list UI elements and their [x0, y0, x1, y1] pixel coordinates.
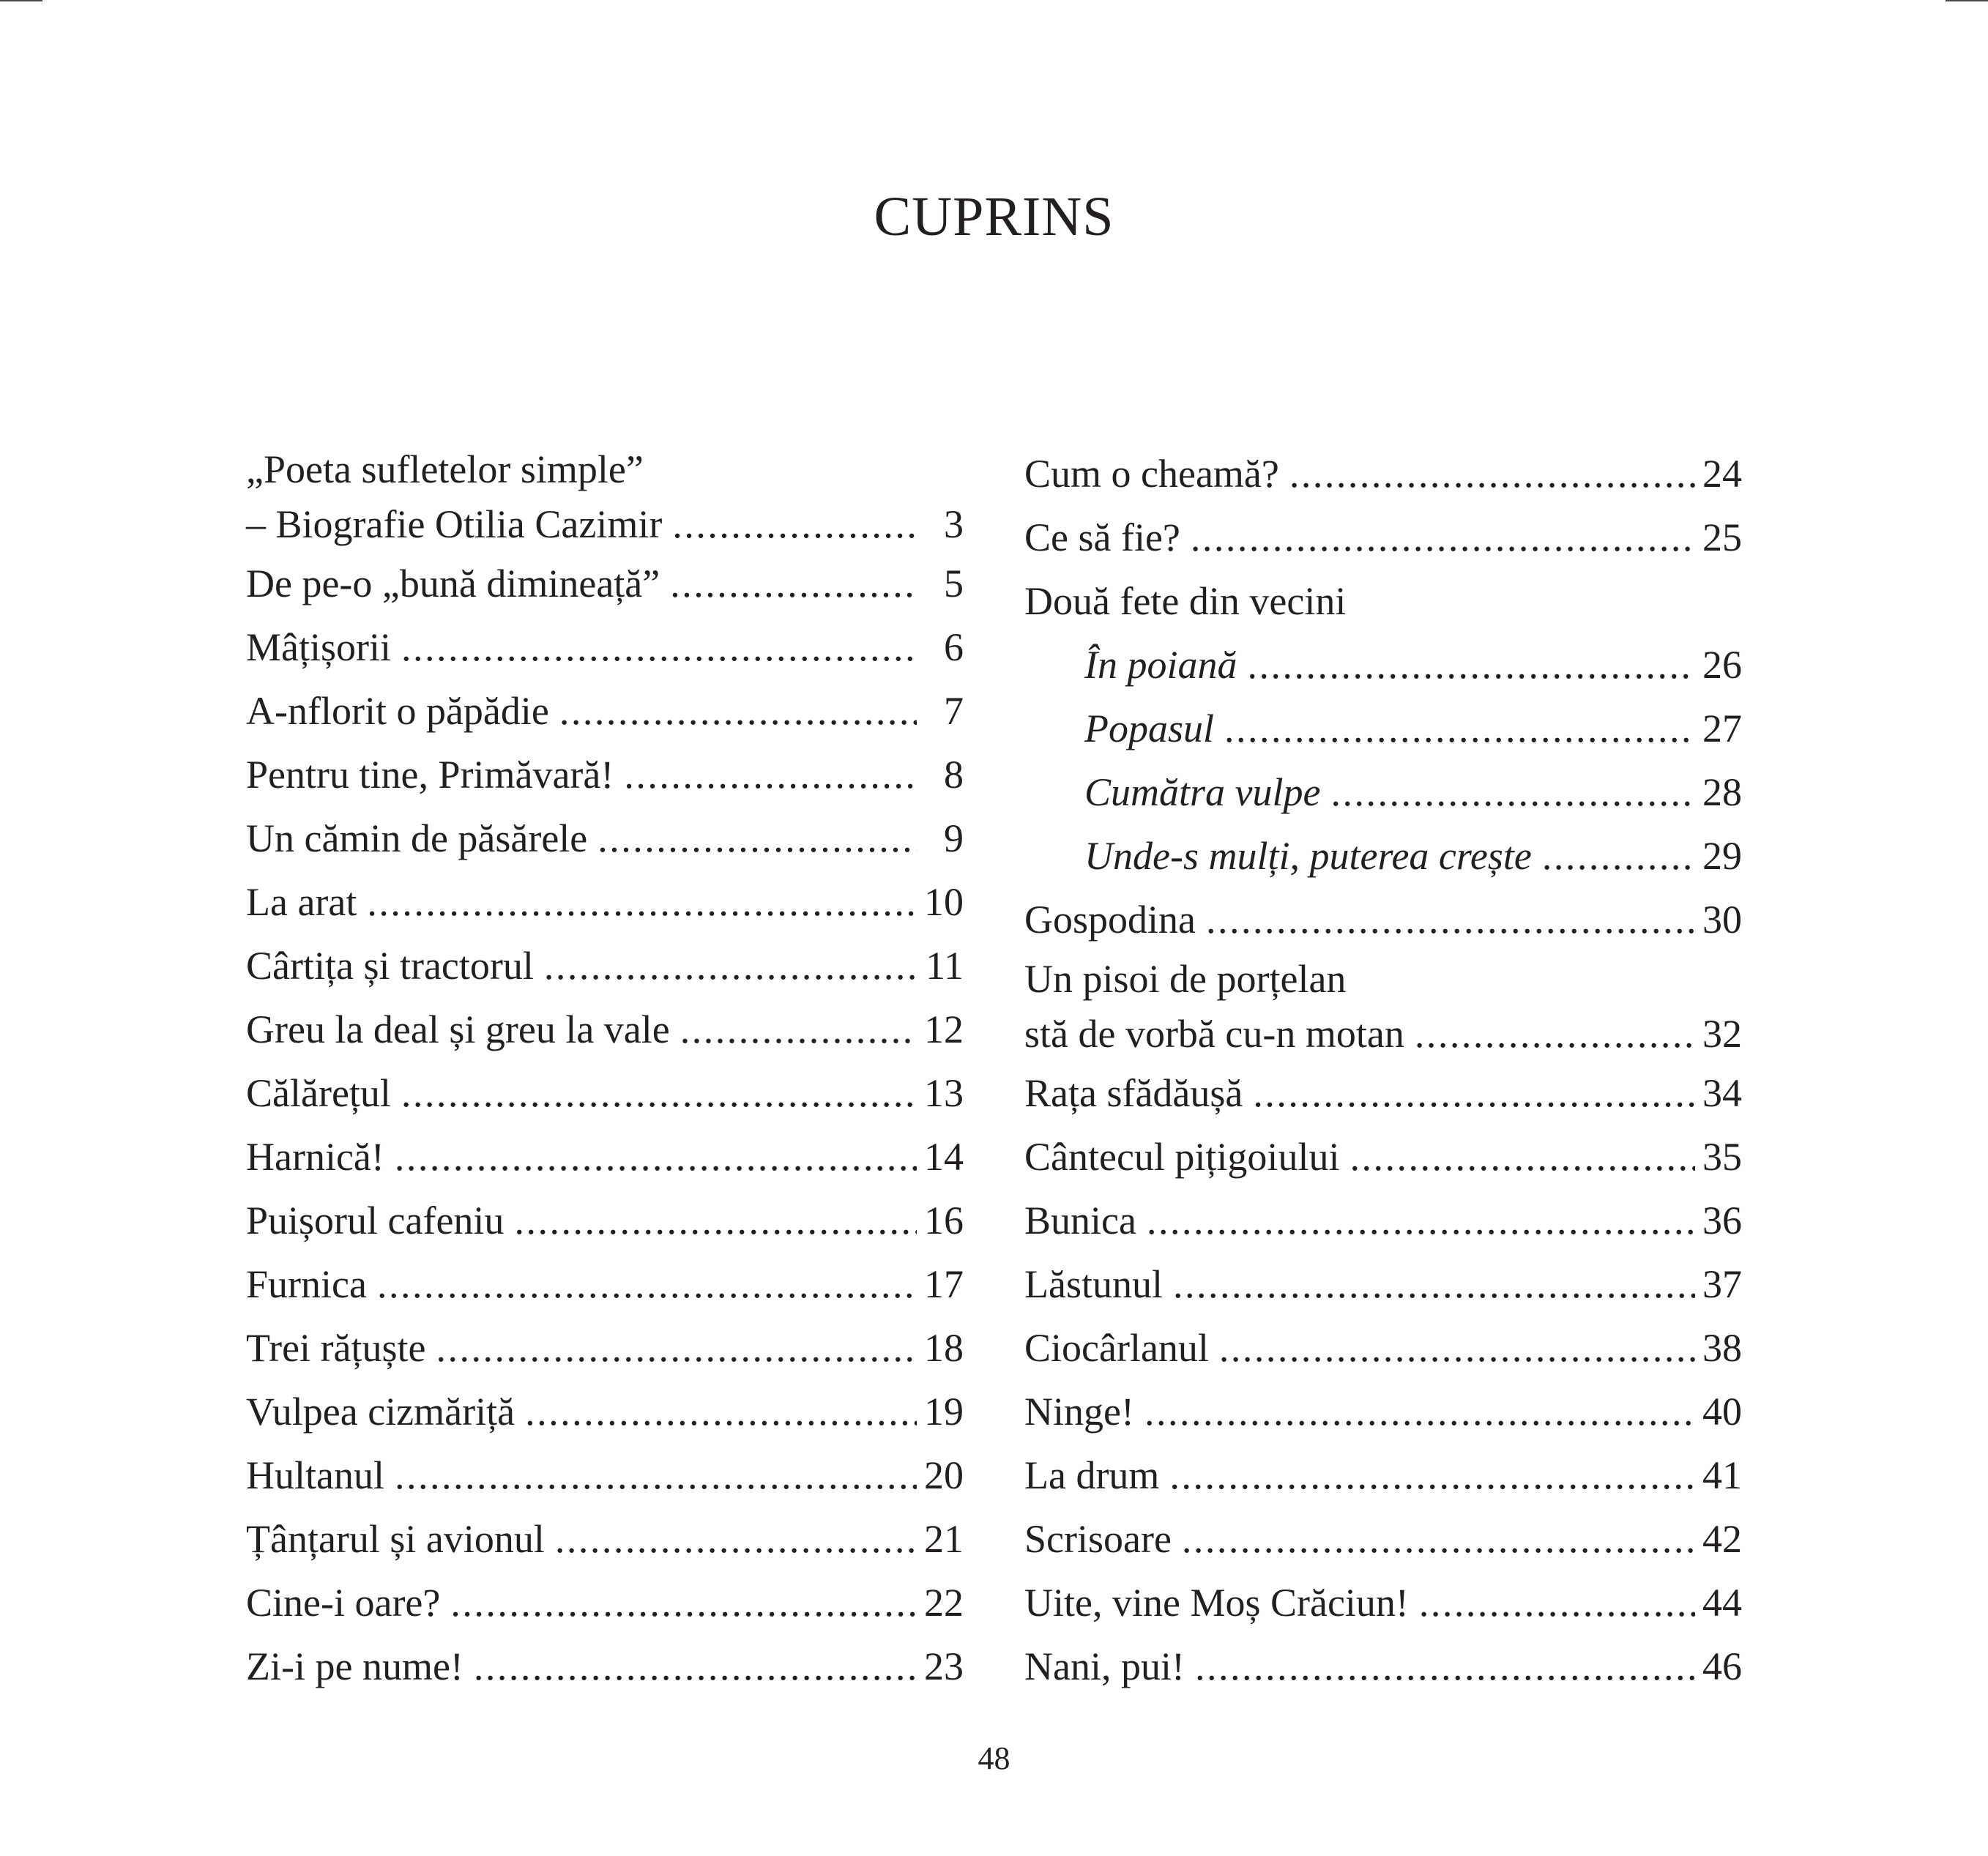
toc-entry [1024, 1444, 1742, 1507]
dot-leader [624, 743, 917, 807]
toc-entry-title: La drum [1024, 1453, 1160, 1497]
toc-subentry [1024, 697, 1742, 761]
toc-entry-title: Vulpea cizmăriță [246, 1390, 515, 1434]
toc-entry [246, 1444, 964, 1507]
dot-leader [395, 1125, 917, 1189]
toc-entry [1024, 1189, 1742, 1253]
toc-entry-page: 19 [924, 1390, 964, 1434]
dot-leader [1147, 1189, 1695, 1253]
dot-leader [1349, 1125, 1695, 1189]
toc-entry-page: 24 [1702, 452, 1742, 496]
toc-entry [246, 743, 964, 807]
toc-entry-title: Un pisoi de porțelan [1024, 957, 1347, 1001]
toc-entry-title: „Poeta sufletelor simple” [246, 447, 644, 491]
toc-entry-title: Uite, vine Moș Crăciun! [1024, 1581, 1409, 1625]
dot-leader [525, 1380, 917, 1444]
toc-entry-page: 18 [924, 1326, 964, 1370]
toc-entry [246, 1635, 964, 1699]
dot-leader [1191, 506, 1695, 570]
toc-entry [1024, 442, 1742, 506]
dot-leader [450, 1571, 917, 1635]
toc-entry-title: Cumătra vulpe [1084, 770, 1321, 814]
toc-right-column [1024, 442, 1742, 1699]
toc-entry-title: Ciocârlanul [1024, 1326, 1209, 1370]
dot-leader [377, 1253, 917, 1316]
toc-entry [1024, 1316, 1742, 1380]
dot-leader [514, 1189, 917, 1253]
dot-leader [559, 679, 917, 743]
toc-entry-title: Unde-s mulți, puterea crește [1084, 834, 1532, 878]
toc-entry [1024, 1062, 1742, 1125]
toc-entry-page: 29 [1702, 834, 1742, 878]
dot-leader [1542, 824, 1695, 888]
dot-leader [672, 497, 917, 552]
toc-entry-title: Scrisoare [1024, 1517, 1172, 1561]
page-title: CUPRINS [874, 186, 1114, 247]
toc-entry-page: 44 [1702, 1581, 1742, 1625]
toc-entry [246, 1189, 964, 1253]
dot-leader [1248, 633, 1696, 697]
toc-entry-page: 46 [1702, 1644, 1742, 1688]
dot-leader [367, 871, 917, 934]
toc-entry-page: 41 [1702, 1453, 1742, 1497]
toc-entry [1024, 888, 1742, 952]
dot-leader [395, 1444, 917, 1507]
toc-entry-page: 34 [1702, 1071, 1742, 1115]
toc-entry-title: A-nflorit o păpădie [246, 689, 549, 733]
toc-entry [246, 1062, 964, 1125]
toc-entry-title: Trei rățuște [246, 1326, 426, 1370]
toc-entry [246, 998, 964, 1062]
toc-entry-title: Bunica [1024, 1199, 1136, 1242]
toc-entry-page: 13 [924, 1071, 964, 1115]
toc-entry-title: Lăstunul [1024, 1262, 1163, 1306]
page-number: 48 [978, 1740, 1010, 1776]
dot-leader [680, 998, 917, 1062]
toc-entry [246, 934, 964, 998]
toc-entry-title: Mâțișorii [246, 625, 391, 669]
toc-entry-page: 35 [1702, 1135, 1742, 1179]
dot-leader [1253, 1062, 1695, 1125]
toc-entry-title: Cântecul pițigoiului [1024, 1135, 1340, 1179]
toc-entry-page: 21 [924, 1517, 964, 1561]
toc-entry-title: Harnică! [246, 1135, 384, 1179]
toc-entry [246, 497, 964, 552]
toc-entry-title: Pentru tine, Primăvară! [246, 753, 614, 797]
toc-entry-page: 11 [926, 944, 964, 988]
dot-leader [1206, 888, 1695, 952]
toc-entry-title: Cârtița și tractorul [246, 944, 534, 988]
dot-leader [1182, 1507, 1695, 1571]
toc-entry-page: 14 [924, 1135, 964, 1179]
toc-entry-page: 17 [924, 1262, 964, 1306]
toc-entry-page: 28 [1702, 770, 1742, 814]
toc-entry [1024, 1507, 1742, 1571]
dot-leader [1173, 1253, 1695, 1316]
dot-leader [1224, 697, 1695, 761]
dot-leader [555, 1507, 917, 1571]
toc-entry-page: 26 [1702, 643, 1742, 687]
toc-entry-title: Zi-i pe nume! [246, 1644, 464, 1688]
toc-entry [1024, 1253, 1742, 1316]
toc-entry-page: 30 [1702, 898, 1742, 942]
dot-leader [1219, 1316, 1695, 1380]
toc-entry-title: Hultanul [246, 1453, 384, 1497]
toc-entry [1024, 1380, 1742, 1444]
toc-entry-title: Puișorul cafeniu [246, 1199, 505, 1242]
toc-entry-page: 3 [944, 502, 964, 546]
crop-mark-right [1946, 0, 1988, 1]
dot-leader [1144, 1380, 1695, 1444]
dot-leader [1195, 1635, 1695, 1699]
toc-entry [1024, 1007, 1742, 1062]
toc-entry [246, 1316, 964, 1380]
toc-entry-page: 27 [1702, 707, 1742, 750]
dot-leader [1169, 1444, 1695, 1507]
crop-mark-left [0, 0, 42, 1]
toc-entry-page: 7 [944, 689, 964, 733]
toc-section-heading [1024, 570, 1742, 633]
dot-leader [670, 552, 917, 616]
toc-entry-page: 22 [924, 1581, 964, 1625]
toc-entry-page: 32 [1702, 1012, 1742, 1056]
toc-entry-page: 16 [924, 1199, 964, 1242]
toc-entry [1024, 952, 1742, 1007]
toc-entry-page: 5 [944, 562, 964, 605]
toc-entry-page: 10 [924, 880, 964, 924]
toc-entry-title: Ninge! [1024, 1390, 1134, 1434]
toc-entry [246, 1380, 964, 1444]
toc-entry-title: Popasul [1084, 707, 1215, 750]
toc-entry [246, 552, 964, 616]
toc-entry-title: – Biografie Otilia Cazimir [246, 502, 663, 546]
toc-entry [1024, 1635, 1742, 1699]
toc-entry-page: 23 [924, 1644, 964, 1688]
dot-leader [401, 1062, 917, 1125]
toc-entry [1024, 506, 1742, 570]
toc-entry-title: Călărețul [246, 1071, 391, 1115]
toc-entry-title: Două fete din vecini [1024, 579, 1347, 623]
toc-entry [246, 871, 964, 934]
toc-entry-title: La arat [246, 880, 357, 924]
toc-entry-page: 42 [1702, 1517, 1742, 1561]
toc-entry-title: Gospodina [1024, 898, 1196, 942]
toc-entry-title: Cum o cheamă? [1024, 452, 1279, 496]
toc-entry-title: Rața sfădăușă [1024, 1071, 1243, 1115]
dot-leader [544, 934, 917, 998]
toc-entry [246, 1125, 964, 1189]
toc-subentry [1024, 761, 1742, 824]
toc-subentry [1024, 824, 1742, 888]
toc-entry [246, 807, 964, 871]
dot-leader [1330, 761, 1695, 824]
toc-entry-page: 8 [944, 753, 964, 797]
toc-entry-page: 40 [1702, 1390, 1742, 1434]
toc-entry [246, 1571, 964, 1635]
toc-entry-page: 9 [944, 816, 964, 860]
toc-entry [246, 442, 964, 497]
dot-leader [1419, 1571, 1695, 1635]
toc-entry-title: În poiană [1084, 643, 1237, 687]
toc-entry-page: 20 [924, 1453, 964, 1497]
toc-left-column [246, 442, 964, 1699]
toc-entry [1024, 1571, 1742, 1635]
toc-entry [1024, 1125, 1742, 1189]
toc-entry-page: 36 [1702, 1199, 1742, 1242]
toc-entry-title: Cine-i oare? [246, 1581, 441, 1625]
toc-entry-title: Nani, pui! [1024, 1644, 1185, 1688]
toc-entry-page: 12 [924, 1007, 964, 1051]
toc-entry-title: Ce să fie? [1024, 515, 1180, 559]
dot-leader [597, 807, 917, 871]
toc-entry-title: Țânțarul și avionul [246, 1517, 545, 1561]
toc-subentry [1024, 633, 1742, 697]
toc-entry [246, 616, 964, 679]
toc-entry [246, 679, 964, 743]
toc-entry-page: 6 [944, 625, 964, 669]
dot-leader [401, 616, 917, 679]
toc-entry [246, 1253, 964, 1316]
toc-entry [246, 1507, 964, 1571]
dot-leader [474, 1635, 917, 1699]
dot-leader [1289, 442, 1695, 506]
toc-entry-title: De pe-o „bună dimineață” [246, 562, 660, 605]
toc-entry-title: stă de vorbă cu-n motan [1024, 1012, 1404, 1056]
toc-entry-page: 38 [1702, 1326, 1742, 1370]
toc-entry-page: 25 [1702, 515, 1742, 559]
toc-entry-title: Greu la deal și greu la vale [246, 1007, 670, 1051]
toc-entry-title: Furnica [246, 1262, 367, 1306]
dot-leader [436, 1316, 917, 1380]
toc-entry-page: 37 [1702, 1262, 1742, 1306]
toc-entry-title: Un cămin de păsărele [246, 816, 588, 860]
dot-leader [1415, 1007, 1695, 1062]
